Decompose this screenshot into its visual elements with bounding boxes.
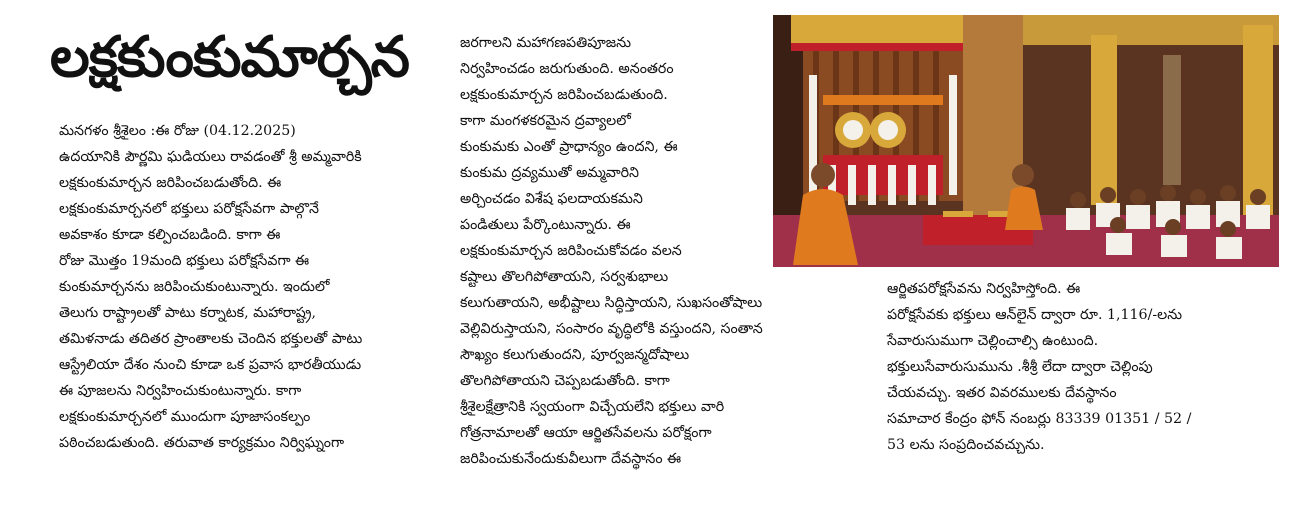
article-text-line: అవకాశం కూడా కల్పించబడింది. కాగా ఈ	[59, 227, 281, 243]
article-text-line: కష్టాలు తొలగిపోతాయని, సర్వశుభాలు	[460, 269, 669, 285]
article-text-line: 53 లను సంప్రదించవచ్చును.	[887, 437, 1045, 453]
article-text-line: వెల్లివిరుస్తాయని, సంసారం వృద్ధిలోకి వస్తుందని, సంతాన	[460, 321, 763, 337]
article-text-line: జరిపించుకునేందుకువీలుగా దేవస్థానం ఈ	[460, 451, 682, 467]
article-column-3	[887, 276, 1287, 458]
article-text-line: శ్రీశైలక్షేత్రానికి స్వయంగా విచ్చేయలేని భక్తులు వారి	[460, 399, 725, 415]
article-text-line: సేవారుసుముగా చెల్లించాల్సి ఉంటుంది.	[887, 333, 1099, 349]
article-text-line: పరోక్షసేవకు భక్తులు ఆన్‌లైన్ ద్వారా రూ. 1,116/-లను	[887, 307, 1183, 323]
article-text-line: రోజు మొత్తం 19మంది భక్తులు పరోక్షసేవగా ఈ	[59, 253, 310, 269]
article-text-line: జరగాలని మహాగణపతిపూజను	[460, 35, 632, 51]
article-column-1	[59, 118, 444, 456]
article-text-line: సౌఖ్యం కలుగుతుందని, పూర్వజన్మదోషాలు	[460, 347, 690, 363]
article-text-line: తొలగిపోతాయని చెప్పబడుతోంది. కాగా	[460, 373, 670, 389]
article-text-line: అర్చించడం విశేష ఫలదాయకమని	[460, 191, 643, 207]
article-text-line: లక్షకుంకుమార్చన జరిపించుకోవడం వలన	[460, 243, 682, 259]
article-text-line: గోత్రనామాలతో ఆయా ఆర్జితసేవలను పరోక్షంగా	[460, 425, 712, 441]
article-text-line: లక్షకుంకుమార్చనలో భక్తులు పరోక్షసేవగా పాల్గొనే	[59, 201, 319, 217]
article-text-line: తమిళనాడు తదితర ప్రాంతాలకు చెందిన భక్తులతో పాటు	[59, 331, 363, 347]
article-headline: లక్షకుంకుమార్చన	[50, 25, 409, 90]
article-text-line: కుంకుమకు ఎంతో ప్రాధాన్యం ఉందని, ఈ	[460, 139, 678, 155]
article-text-line: ఉదయానికి పౌర్ణమి ఘడియలు రావడంతో శ్రీ అమ్మవారికి	[59, 149, 362, 165]
article-text-line: లక్షకుంకుమార్చనలో ముందుగా పూజాసంకల్పం	[59, 409, 311, 425]
article-text-line: మనగళం శ్రీశైలం :ఈ రోజు (04.12.2025)	[59, 123, 296, 139]
article-text-line: కుంకుమ ద్రవ్యముతో అమ్మవారిని	[460, 165, 640, 181]
article-text-line: నిర్వహించడం జరుగుతుంది. అనంతరం	[460, 61, 674, 77]
article-photo	[773, 15, 1279, 267]
article-text-line: కాగా మంగళకరమైన ద్రవ్యాలలో	[460, 113, 631, 129]
article-text-line: కలుగుతాయని, అభీష్టాలు సిద్ధిస్తాయని, సుఖసంతోషాలు	[460, 295, 763, 311]
article-text-line: భక్తులుసేవారుసుమును .శీశ్రీ లేదా ద్వారా చెల్లింపు	[887, 359, 1153, 375]
article-text-line: కుంకుమార్చనను జరిపించుకుంటున్నారు. ఇందులో	[59, 279, 330, 295]
article-text-line: ఆర్జితపరోక్షసేవను నిర్వహిస్తోంది. ఈ	[887, 281, 1081, 297]
temple-ritual-illustration	[773, 15, 1279, 267]
article-text-line: లక్షకుంకుమార్చన జరిపించబడుతుంది.	[460, 87, 668, 103]
article-text-line: లక్షకుంకుమార్చన జరిపించబడుతోంది. ఈ	[59, 175, 282, 191]
hall-ceiling	[1023, 15, 1279, 45]
article-text-line: సమాచార కేంద్రం ఫోన్ నంబర్లు 83339 01351 / 52 /	[887, 411, 1192, 427]
article-text-line: ఆస్ట్రేలియా దేశం నుంచి కూడా ఒక ప్రవాస భారతీయుడు	[59, 357, 362, 373]
article-text-line: చేయవచ్చు. ఇతర వివరములకు దేవస్థానం	[887, 385, 1117, 401]
article-text-line: ఈ పూజలను నిర్వహించుకుంటున్నారు. కాగా	[59, 383, 302, 399]
canopy-band	[791, 43, 971, 51]
canopy-top	[791, 15, 971, 45]
article-text-line: పండితులు పేర్కొంటున్నారు. ఈ	[460, 217, 631, 233]
article-text-line: తెలుగు రాష్ట్రాలతో పాటు కర్నాటక, మహారాష్ట్ర,	[59, 305, 316, 321]
article-text-line: పఠించబడుతుంది. తరువాత కార్యక్రమం నిర్విఘ్నంగా	[59, 435, 345, 451]
